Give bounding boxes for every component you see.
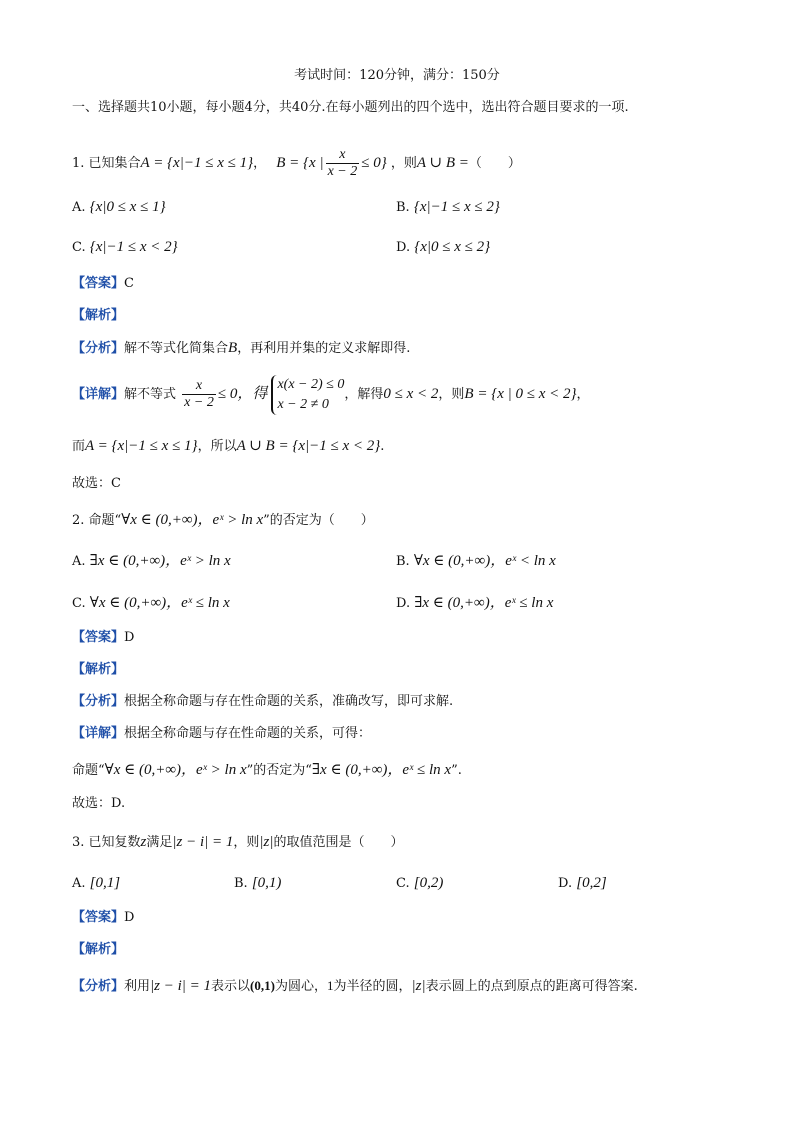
answer-value: D	[124, 910, 135, 925]
q1-frac-num: x	[326, 147, 360, 164]
stem-math: ∀x ∈ (0,+∞)，eˣ > ln x	[121, 512, 264, 528]
q1-detail-line2	[72, 434, 384, 458]
detail-text: 根据全称命题与存在性命题的关系，可得：	[124, 726, 372, 741]
fenxi-math: (0,1)	[250, 978, 275, 993]
detail-text: .	[380, 439, 385, 454]
q1-stem	[72, 146, 521, 180]
fenxi-tag: 【分析】	[72, 979, 125, 994]
q1-fraction	[326, 147, 360, 180]
detail-text: ，解得	[344, 387, 384, 402]
q2-answer	[72, 628, 134, 648]
option-label: B.	[234, 876, 248, 891]
option-text: {x|0 ≤ x ≤ 1}	[89, 199, 166, 215]
detail-text: ”.	[451, 763, 462, 778]
q1-set-b-suffix: ≤ 0}	[361, 155, 387, 171]
detail-text: 解不等式	[124, 387, 177, 402]
option-label: C.	[396, 876, 410, 891]
stem-text: 满足	[146, 835, 173, 850]
option-label: A.	[72, 200, 86, 215]
q2-option-a	[72, 550, 231, 573]
q2-fenxi	[72, 692, 453, 712]
stem-math: |z − i| = 1	[172, 834, 234, 850]
answer-value: C	[124, 276, 134, 291]
detail-math: ∃x ∈ (0,+∞)，eˣ ≤ ln x	[311, 762, 452, 778]
q3-option-d	[558, 872, 607, 895]
q3-option-c	[396, 872, 443, 895]
option-label: D.	[396, 596, 411, 611]
q1-answer	[72, 274, 134, 294]
q3-fenxi	[72, 974, 638, 998]
fenxi-math: |z|	[411, 978, 426, 994]
q1-analysis-tag	[72, 306, 124, 326]
detail-math: 0 ≤ x < 2	[383, 386, 439, 402]
q1-set-b-prefix: B = {x |	[276, 155, 324, 171]
q2-choose: 故选：D.	[72, 796, 126, 811]
q1-option-d	[396, 236, 490, 259]
q3-answer	[72, 908, 134, 928]
answer-value: D	[124, 630, 135, 645]
q1-frac-den: x − 2	[327, 164, 358, 179]
option-label: D.	[396, 240, 411, 255]
option-label: D.	[558, 876, 573, 891]
fenxi-math: B	[228, 340, 238, 356]
fenxi-math: |z − i| = 1	[150, 978, 212, 994]
q1-stem-then: ，则	[390, 156, 417, 171]
option-text: ∀x ∈ (0,+∞)，eˣ < ln x	[413, 553, 556, 569]
option-text: [0,1]	[89, 875, 121, 891]
option-text: {x|−1 ≤ x < 2}	[89, 239, 178, 255]
answer-tag: 【答案】	[72, 276, 125, 291]
q1-option-a	[72, 196, 166, 219]
detail-text: 而	[72, 439, 86, 454]
q2-stem	[72, 508, 374, 532]
q3-analysis-tag	[72, 940, 124, 960]
system-row: x − 2 ≠ 0	[277, 396, 329, 412]
stem-text: ”的否定为（ ）	[263, 513, 374, 528]
option-label: A.	[72, 554, 86, 569]
q1-inequality-system	[271, 375, 344, 415]
system-row: x(x − 2) ≤ 0	[277, 376, 345, 392]
q1-option-c	[72, 236, 178, 259]
analysis-tag: 【解析】	[72, 662, 125, 677]
stem-text: ，则	[233, 835, 260, 850]
analysis-tag: 【解析】	[72, 308, 125, 323]
fenxi-tag: 【分析】	[72, 341, 125, 356]
q1-detail-fraction	[182, 378, 216, 411]
detail-text: ，	[576, 387, 590, 402]
q2-option-b	[396, 550, 556, 573]
frac-num: x	[182, 378, 216, 395]
q2-analysis-tag	[72, 660, 124, 680]
xiangjie-tag: 【详解】	[72, 726, 125, 741]
stem-text: 3. 已知复数	[72, 835, 141, 850]
analysis-tag: 【解析】	[72, 942, 125, 957]
option-text: [0,2)	[413, 875, 444, 891]
fenxi-text: 为圆心，	[274, 979, 327, 994]
option-label: B.	[396, 200, 410, 215]
q1-option-b	[396, 196, 500, 219]
stem-math: |z|	[259, 834, 274, 850]
option-label: B.	[396, 554, 410, 569]
q1-detail	[72, 372, 590, 416]
q2-detail-line	[72, 758, 462, 782]
stem-text: 2. 命题“	[72, 513, 122, 528]
fenxi-text: 为半径的圆，	[333, 979, 412, 994]
stem-text: 的取值范围是（ ）	[273, 835, 404, 850]
fenxi-tag: 【分析】	[72, 694, 125, 709]
detail-text: ，则	[438, 387, 465, 402]
stem-math: z	[140, 834, 147, 850]
option-text: {x|0 ≤ x ≤ 2}	[414, 239, 491, 255]
q3-stem	[72, 830, 404, 854]
q3-option-a	[72, 872, 120, 895]
q1-union: A ∪ B =	[416, 155, 469, 171]
option-text: ∃x ∈ (0,+∞)，eˣ > ln x	[89, 553, 231, 569]
option-text: ∃x ∈ (0,+∞)，eˣ ≤ ln x	[414, 595, 554, 611]
section-title: 一、选择题共10小题，每小题4分，共40分.在每小题列出的四个选中，选出符合题目要求的一项.	[72, 100, 629, 115]
fenxi-text: 根据全称命题与存在性命题的关系，准确改写，即可求解.	[124, 694, 454, 709]
option-text: [0,1)	[251, 875, 282, 891]
detail-text: ，所以	[197, 439, 237, 454]
option-label: C.	[72, 240, 86, 255]
q1-choose: 故选：C	[72, 476, 121, 491]
q1-sep: ，	[253, 156, 267, 171]
q3-option-b	[234, 872, 281, 895]
option-label: A.	[72, 876, 86, 891]
detail-text: 命题“	[72, 763, 105, 778]
q1-fenxi	[72, 338, 410, 359]
fenxi-math: 1	[326, 978, 334, 993]
detail-math: ≤ 0，得	[217, 386, 268, 402]
frac-den: x − 2	[184, 395, 214, 410]
detail-text: ”的否定为“	[246, 763, 312, 778]
option-text: ∀x ∈ (0,+∞)，eˣ ≤ ln x	[89, 595, 230, 611]
answer-tag: 【答案】	[72, 910, 125, 925]
fenxi-text: 表示圆上的点到原点的距离可得答案.	[425, 979, 638, 994]
q1-paren: （ ）	[468, 156, 521, 171]
detail-math: A ∪ B = {x|−1 ≤ x < 2}	[236, 438, 381, 454]
detail-math: A = {x|−1 ≤ x ≤ 1}	[85, 438, 198, 454]
option-text: [0,2]	[576, 875, 607, 891]
q1-set-a: A = {x|−1 ≤ x ≤ 1}	[140, 155, 254, 171]
q1-stem-text: 1. 已知集合	[72, 156, 141, 171]
fenxi-text: ，再利用并集的定义求解即得.	[237, 341, 411, 356]
exam-header: 考试时间：120分钟，满分：150分	[294, 68, 500, 83]
detail-math: B = {x | 0 ≤ x < 2}	[464, 386, 577, 402]
fenxi-text: 解不等式化简集合	[124, 341, 229, 356]
fenxi-text: 表示以	[211, 979, 251, 994]
q2-option-d	[396, 592, 553, 615]
q2-option-c	[72, 592, 230, 615]
option-text: {x|−1 ≤ x ≤ 2}	[413, 199, 500, 215]
answer-tag: 【答案】	[72, 630, 125, 645]
detail-math: ∀x ∈ (0,+∞)，eˣ > ln x	[104, 762, 247, 778]
q2-detail	[72, 724, 371, 744]
option-label: C.	[72, 596, 86, 611]
xiangjie-tag: 【详解】	[72, 387, 125, 402]
fenxi-text: 利用	[124, 979, 151, 994]
